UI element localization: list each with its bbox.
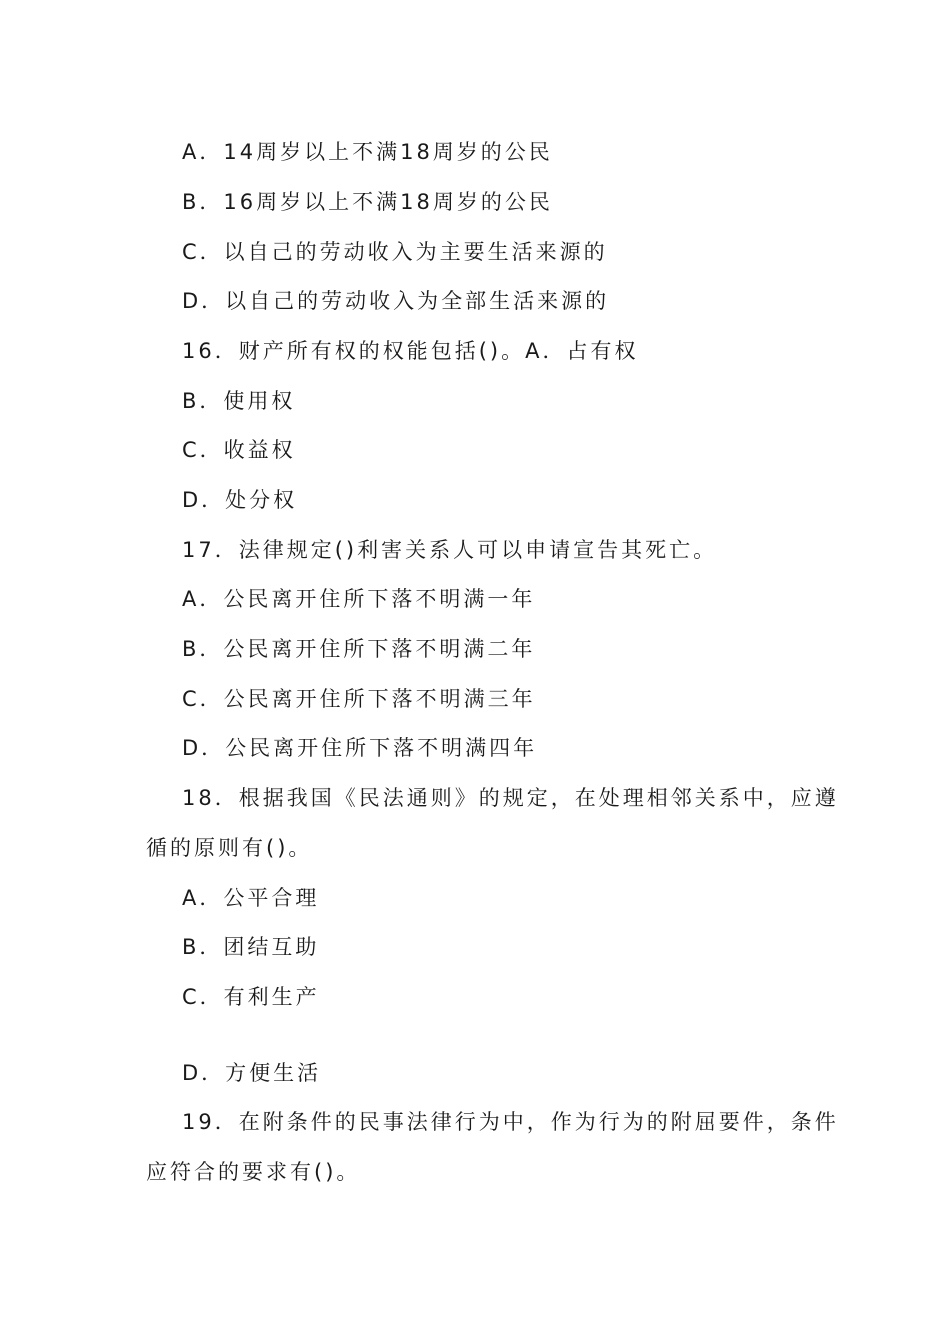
option-b-age-16: B．16周岁以上不满18周岁的公民: [182, 190, 553, 214]
question-16: 16．财产所有权的权能包括()。A．占有权: [182, 339, 639, 363]
question-17: 17．法律规定()利害关系人可以申请宣告其死亡。: [182, 538, 718, 562]
option-d-all-income: D．以自己的劳动收入为全部生活来源的: [182, 289, 610, 313]
option-c-main-income: C．以自己的劳动收入为主要生活来源的: [182, 240, 608, 264]
option-a-age-14: A．14周岁以上不满18周岁的公民: [182, 140, 553, 164]
q18-option-c: C．有利生产: [182, 985, 320, 1009]
q16-option-c: C．收益权: [182, 438, 296, 462]
question-18-line-1: 18．根据我国《民法通则》的规定，在处理相邻关系中，应遵: [182, 786, 839, 810]
q16-option-d: D．处分权: [182, 488, 298, 512]
q18-option-b: B．团结互助: [182, 935, 320, 959]
q17-option-c: C．公民离开住所下落不明满三年: [182, 687, 536, 711]
q18-option-d: D．方便生活: [182, 1061, 322, 1085]
question-19-line-2: 应符合的要求有()。: [146, 1160, 361, 1184]
question-19-line-1: 19．在附条件的民事法律行为中，作为行为的附屈要件，条件: [182, 1110, 839, 1134]
q17-option-d: D．公民离开住所下落不明满四年: [182, 736, 538, 760]
q18-option-a: A．公平合理: [182, 886, 320, 910]
q16-option-b: B．使用权: [182, 389, 296, 413]
question-18-line-2: 循的原则有()。: [146, 836, 313, 860]
q17-option-a: A．公民离开住所下落不明满一年: [182, 587, 536, 611]
q17-option-b: B．公民离开住所下落不明满二年: [182, 637, 536, 661]
